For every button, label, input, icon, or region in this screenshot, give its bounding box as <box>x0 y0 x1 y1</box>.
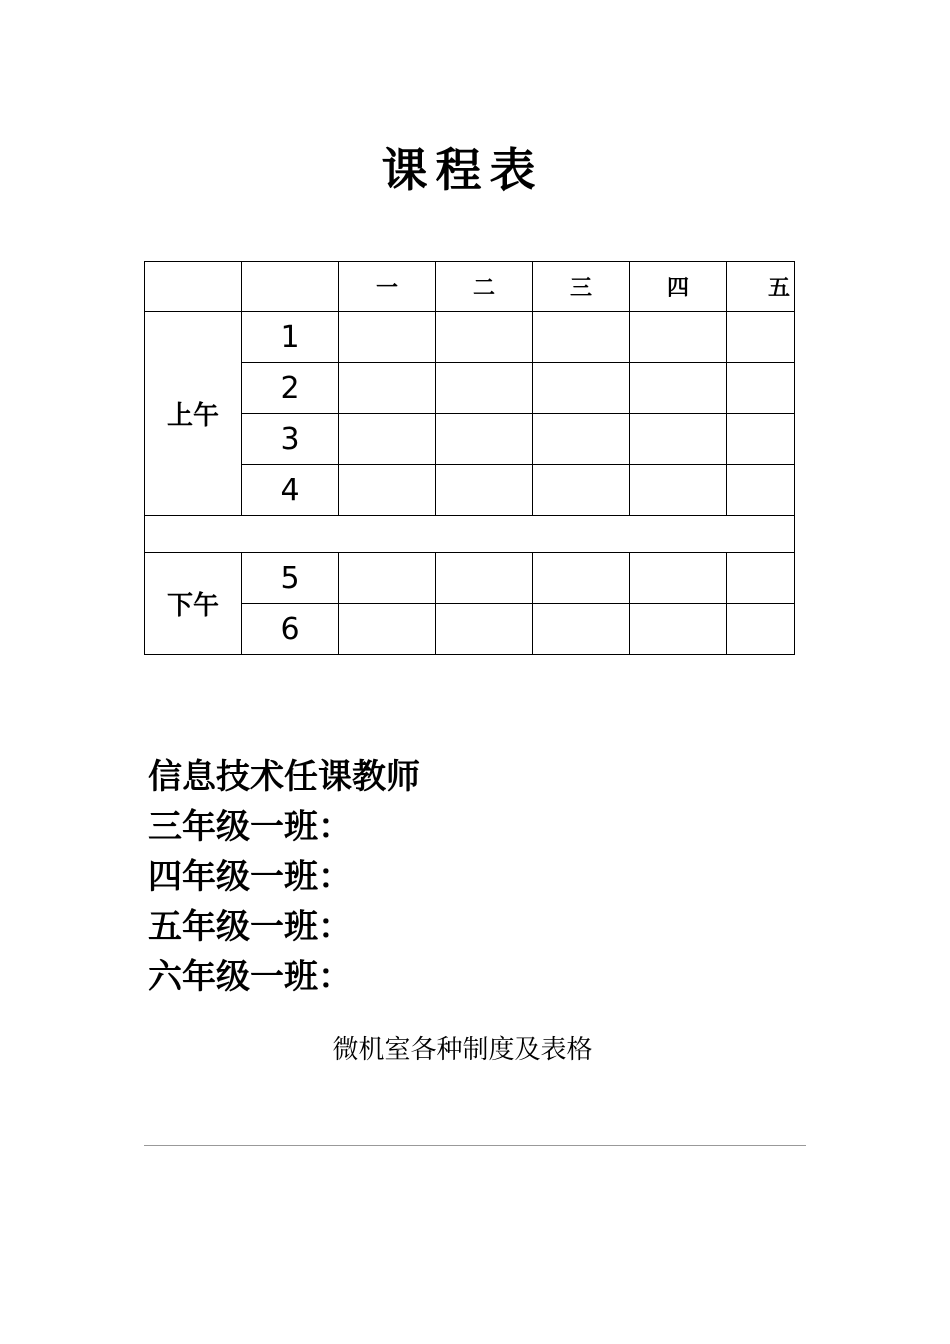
table-row <box>145 414 795 465</box>
footer-caption: 微机室各种制度及表格 <box>332 1035 593 1065</box>
class-line: 三年级一班： <box>148 807 352 847</box>
footer-divider <box>144 1145 806 1146</box>
class-line: 四年级一班： <box>148 857 352 897</box>
afternoon-label: 下午 <box>145 553 242 655</box>
header-row <box>145 262 795 312</box>
schedule-cell[interactable] <box>436 312 533 363</box>
period-number: 1 <box>242 312 339 363</box>
break-cell <box>145 516 795 553</box>
schedule-cell[interactable] <box>436 363 533 414</box>
schedule-cell[interactable] <box>339 465 436 516</box>
schedule-cell[interactable] <box>630 312 727 363</box>
period-number: 2 <box>242 363 339 414</box>
schedule-cell[interactable] <box>533 604 630 655</box>
schedule-cell[interactable] <box>339 414 436 465</box>
period-number: 4 <box>242 465 339 516</box>
schedule-cell[interactable] <box>533 414 630 465</box>
schedule-cell[interactable] <box>339 312 436 363</box>
schedule-cell[interactable] <box>727 312 795 363</box>
schedule-cell[interactable] <box>630 604 727 655</box>
break-row <box>145 516 795 553</box>
table-row <box>145 465 795 516</box>
schedule-cell[interactable] <box>436 414 533 465</box>
schedule-table <box>144 261 795 655</box>
table-row <box>145 312 795 363</box>
schedule-cell[interactable] <box>436 604 533 655</box>
schedule-cell[interactable] <box>533 363 630 414</box>
day-header: 四 <box>630 262 727 312</box>
day-header: 二 <box>436 262 533 312</box>
schedule-cell[interactable] <box>533 553 630 604</box>
period-number: 6 <box>242 604 339 655</box>
teacher-list <box>148 752 420 1002</box>
table-row <box>145 604 795 655</box>
period-number: 5 <box>242 553 339 604</box>
page-title: 课程表 <box>381 143 544 197</box>
schedule-cell[interactable] <box>727 465 795 516</box>
day-header: 三 <box>533 262 630 312</box>
class-line: 五年级一班： <box>148 907 352 947</box>
schedule-cell[interactable] <box>630 363 727 414</box>
period-number: 3 <box>242 414 339 465</box>
corner-cell <box>145 262 242 312</box>
schedule-cell[interactable] <box>339 553 436 604</box>
table-row <box>145 363 795 414</box>
schedule-cell[interactable] <box>436 553 533 604</box>
morning-label: 上午 <box>145 312 242 516</box>
schedule-cell[interactable] <box>630 553 727 604</box>
schedule-cell[interactable] <box>533 312 630 363</box>
schedule-cell[interactable] <box>727 414 795 465</box>
schedule-cell[interactable] <box>339 363 436 414</box>
day-header: 五 <box>727 262 795 312</box>
class-line: 六年级一班： <box>148 957 352 997</box>
schedule-cell[interactable] <box>727 604 795 655</box>
teacher-heading: 信息技术任课教师 <box>148 757 420 797</box>
schedule-cell[interactable] <box>436 465 533 516</box>
schedule-cell[interactable] <box>533 465 630 516</box>
schedule-cell[interactable] <box>630 414 727 465</box>
corner-cell <box>242 262 339 312</box>
day-header: 一 <box>339 262 436 312</box>
schedule-cell[interactable] <box>339 604 436 655</box>
schedule-cell[interactable] <box>727 363 795 414</box>
schedule-cell[interactable] <box>727 553 795 604</box>
schedule-cell[interactable] <box>630 465 727 516</box>
table-row <box>145 553 795 604</box>
